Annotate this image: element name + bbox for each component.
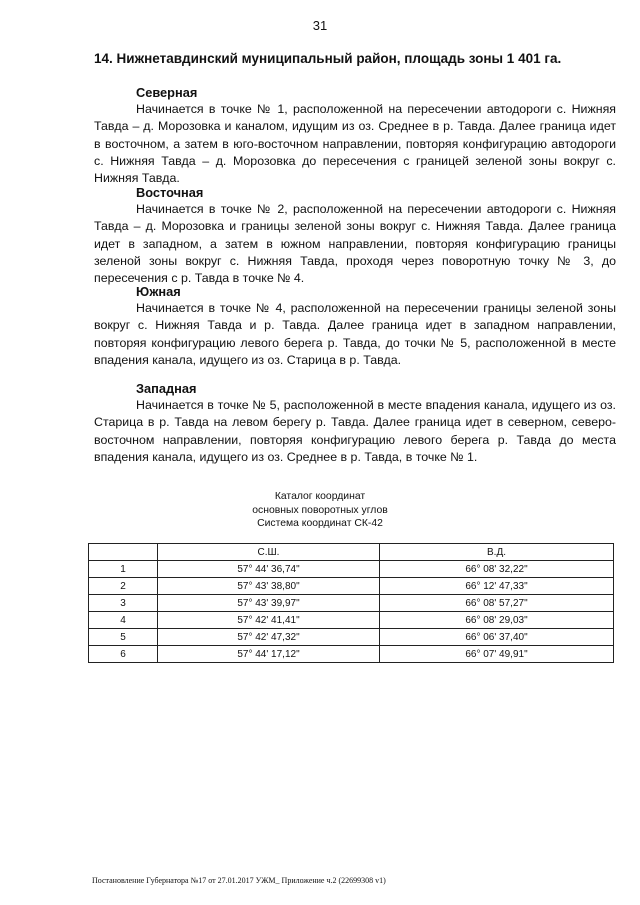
latitude-cell: 57° 43' 38,80"	[158, 578, 380, 595]
point-number: 3	[89, 595, 158, 612]
catalog-caption-line: Каталог координат	[274, 491, 366, 502]
section-text: Начинается в точке № 5, расположенной в месте впадения канала, идущего из оз. Старица в р. Тавда на левом берегу р. Тавда. Далее граница идет в северном, северо-восточном направлении, повторяя конфигурацию левого берега р. Тавда до места впадения канала, идущего из оз. Среднее в р. Тавда, в точке № 1.	[94, 398, 616, 464]
catalog-caption	[0, 490, 640, 531]
section-title: Северная	[136, 85, 198, 100]
header-number	[89, 544, 158, 561]
table-row	[89, 612, 614, 629]
header-longitude: В.Д.	[380, 544, 614, 561]
point-number: 6	[89, 646, 158, 663]
latitude-cell: 57° 44' 17,12"	[158, 646, 380, 663]
document-footer: Постановление Губернатора №17 от 27.01.2017 УЖМ_ Приложение ч.2 (22699308 v1)	[92, 876, 386, 885]
point-number: 1	[89, 561, 158, 578]
longitude-cell: 66° 06' 37,40"	[380, 629, 614, 646]
table-row	[89, 595, 614, 612]
latitude-cell: 57° 42' 47,32"	[158, 629, 380, 646]
catalog-caption-line: Система координат СК-42	[257, 518, 383, 529]
district-heading: 14. Нижнетавдинский муниципальный район, площадь зоны 1 401 га.	[94, 51, 562, 66]
point-number: 5	[89, 629, 158, 646]
page-number: 31	[312, 18, 328, 33]
latitude-cell: 57° 43' 39,97"	[158, 595, 380, 612]
catalog-caption-line: основных поворотных углов	[252, 504, 388, 516]
header-latitude: С.Ш.	[158, 544, 380, 561]
section-text: Начинается в точке № 4, расположенной на пересечении границы зеленой зоны вокруг с. Нижняя Тавда и р. Тавда. Далее граница идет в западном направлении, повторяя конфигурацию левого берега р. Тавда, до точки № 5, расположенной в месте впадения канала, идущего из оз. Старица в р. Тавда.	[94, 301, 616, 367]
section-title: Южная	[136, 284, 181, 299]
latitude-cell: 57° 44' 36,74"	[158, 561, 380, 578]
table-row	[89, 629, 614, 646]
longitude-cell: 66° 08' 32,22"	[380, 561, 614, 578]
point-number: 2	[89, 578, 158, 595]
longitude-cell: 66° 12' 47,33"	[380, 578, 614, 595]
section-south	[94, 283, 616, 369]
latitude-cell: 57° 42' 41,41"	[158, 612, 380, 629]
table-row	[89, 646, 614, 663]
section-east	[94, 184, 616, 287]
section-text: Начинается в точке № 2, расположенной на пересечении автодороги с. Нижняя Тавда – д. Морозовка и границы зеленой зоны вокруг с. Нижняя Тавда. Далее граница идет в западном, а затем в южном направлении, повторяя конфигурацию границы зеленой зоны вокруг с. Нижняя Тавда, проходя через поворотную точку № 3, до пересечения с р. Тавда в точке № 4.	[94, 202, 616, 286]
table-row	[89, 561, 614, 578]
table-row	[89, 578, 614, 595]
coordinates-table	[88, 543, 614, 663]
table-header-row	[89, 544, 614, 561]
section-title: Западная	[136, 381, 197, 396]
section-title: Восточная	[136, 185, 204, 200]
point-number: 4	[89, 612, 158, 629]
longitude-cell: 66° 08' 29,03"	[380, 612, 614, 629]
section-north	[94, 84, 616, 187]
section-text: Начинается в точке № 1, расположенной на пересечении автодороги с. Нижняя Тавда – д. Морозовка и каналом, идущим из оз. Среднее в р. Тавда. Далее граница идет в восточном, а затем в юго-восточном направлении, повторяя конфигурацию автодороги с. Нижняя Тавда – д. Морозовка до пересечения с границей зеленой зоны вокруг с. Нижняя Тавда.	[94, 102, 616, 186]
longitude-cell: 66° 08' 57,27"	[380, 595, 614, 612]
section-west	[94, 380, 616, 466]
longitude-cell: 66° 07' 49,91"	[380, 646, 614, 663]
